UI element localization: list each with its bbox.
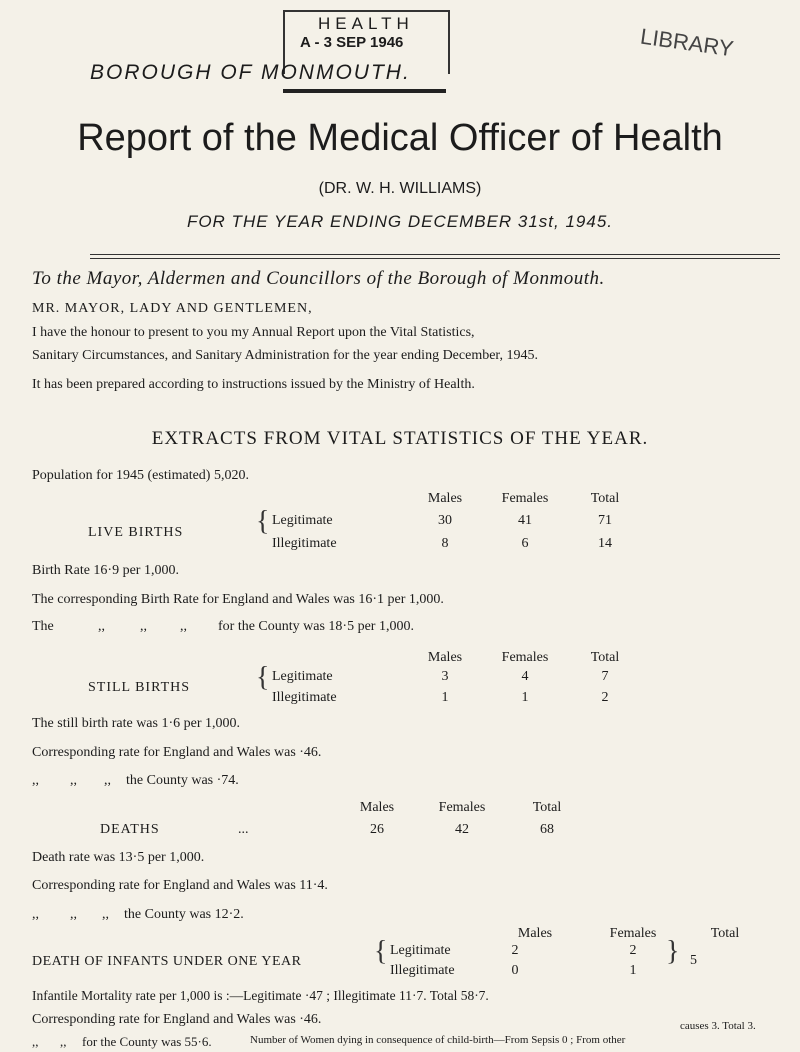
ditto-mark: ,, bbox=[180, 619, 187, 634]
still-legit-label: Legitimate bbox=[272, 669, 333, 684]
birth-rate-county-prefix: The bbox=[32, 619, 54, 634]
infant-deaths-label: DEATH OF INFANTS UNDER ONE YEAR bbox=[32, 954, 302, 969]
still-rate-county: the County was ·74. bbox=[126, 773, 239, 788]
ditto-mark: ,, bbox=[32, 773, 39, 788]
maternal-deaths-b: causes 3. Total 3. bbox=[680, 1020, 756, 1032]
deaths-males: 26 bbox=[370, 822, 384, 837]
leader-dots: ... bbox=[238, 822, 249, 837]
infant-illegit-males: 0 bbox=[511, 963, 519, 978]
col-header-females: Females bbox=[609, 926, 657, 941]
stamp-underline bbox=[283, 89, 446, 93]
col-header-total: Total bbox=[590, 650, 620, 665]
library-stamp: LIBRARY bbox=[638, 23, 736, 62]
birth-rate-county: for the County was 18·5 per 1,000. bbox=[218, 619, 414, 634]
still-birth-rate: The still birth rate was 1·6 per 1,000. bbox=[32, 716, 241, 731]
live-illegit-males: 8 bbox=[441, 536, 449, 551]
brace-icon: { bbox=[374, 936, 388, 967]
paragraph-1b: Sanitary Circumstances, and Sanitary Administration for the year ending December, 1945. bbox=[32, 348, 539, 363]
live-legit-label: Legitimate bbox=[272, 513, 333, 528]
ditto-mark: ,, bbox=[102, 907, 109, 922]
ditto-mark: ,, bbox=[140, 619, 147, 634]
still-legit-males: 3 bbox=[441, 669, 449, 684]
still-illegit-total: 2 bbox=[601, 690, 609, 705]
population-line: Population for 1945 (estimated) 5,020. bbox=[32, 468, 249, 483]
live-legit-total: 71 bbox=[598, 513, 612, 528]
stamp-health-text: HEALTH bbox=[318, 14, 414, 33]
col-header-females: Females bbox=[438, 800, 486, 815]
close-brace-icon: } bbox=[666, 936, 680, 967]
infant-rate-england-wales: Corresponding rate for England and Wales was ·46. bbox=[32, 1012, 322, 1027]
deaths-females: 42 bbox=[455, 822, 469, 837]
still-births-label: STILL BIRTHS bbox=[88, 680, 191, 695]
stamp-date-text: A - 3 SEP 1946 bbox=[300, 34, 404, 51]
deaths-total: 68 bbox=[540, 822, 554, 837]
paragraph-2: It has been prepared according to instructions issued by the Ministry of Health. bbox=[32, 377, 475, 392]
col-header-males: Males bbox=[517, 926, 553, 941]
infant-rate-county: for the County was 55·6. bbox=[82, 1034, 212, 1049]
still-illegit-males: 1 bbox=[441, 690, 449, 705]
officer-name: (DR. W. H. WILLIAMS) bbox=[318, 180, 482, 197]
infant-legit-males: 2 bbox=[511, 943, 519, 958]
divider bbox=[90, 258, 780, 259]
ditto-mark: ,, bbox=[60, 1034, 67, 1049]
still-legit-females: 4 bbox=[521, 669, 529, 684]
report-title: Report of the Medical Officer of Health bbox=[77, 117, 723, 159]
still-legit-total: 7 bbox=[601, 669, 609, 684]
live-illegit-females: 6 bbox=[521, 536, 529, 551]
infant-total: 5 bbox=[690, 953, 697, 968]
ditto-mark: ,, bbox=[32, 907, 39, 922]
ditto-mark: ,, bbox=[70, 907, 77, 922]
birth-rate-england-wales: The corresponding Birth Rate for England and Wales was 16·1 per 1,000. bbox=[32, 592, 444, 607]
col-header-males: Males bbox=[427, 650, 463, 665]
borough-heading: BOROUGH OF MONMOUTH. bbox=[90, 61, 411, 84]
col-header-total: Total bbox=[590, 491, 620, 506]
year-ending: FOR THE YEAR ENDING DECEMBER 31st, 1945. bbox=[186, 212, 614, 231]
live-illegit-total: 14 bbox=[598, 536, 612, 551]
still-illegit-label: Illegitimate bbox=[272, 690, 337, 705]
ditto-mark: ,, bbox=[104, 773, 111, 788]
infant-legit-label: Legitimate bbox=[390, 943, 451, 958]
salutation: MR. MAYOR, LADY AND GENTLEMEN, bbox=[32, 301, 313, 316]
col-header-males: Males bbox=[359, 800, 395, 815]
col-header-males: Males bbox=[427, 491, 463, 506]
deaths-label: DEATHS bbox=[100, 822, 160, 837]
col-header-females: Females bbox=[501, 491, 549, 506]
death-rate: Death rate was 13·5 per 1,000. bbox=[32, 850, 205, 865]
still-rate-england-wales: Corresponding rate for England and Wales was ·46. bbox=[32, 745, 322, 760]
live-illegit-label: Illegitimate bbox=[272, 536, 337, 551]
still-illegit-females: 1 bbox=[521, 690, 529, 705]
brace-icon: { bbox=[256, 506, 270, 537]
col-header-total: Total bbox=[710, 926, 740, 941]
birth-rate: Birth Rate 16·9 per 1,000. bbox=[32, 563, 179, 578]
infant-legit-females: 2 bbox=[629, 943, 637, 958]
paragraph-1a: I have the honour to present to you my Annual Report upon the Vital Statistics, bbox=[32, 325, 475, 340]
death-rate-county: the County was 12·2. bbox=[124, 907, 244, 922]
ditto-mark: ,, bbox=[32, 1034, 39, 1049]
divider bbox=[90, 254, 780, 255]
col-header-females: Females bbox=[501, 650, 549, 665]
col-header-total: Total bbox=[532, 800, 562, 815]
brace-icon: { bbox=[256, 662, 270, 693]
infant-illegit-females: 1 bbox=[629, 963, 637, 978]
live-legit-females: 41 bbox=[518, 513, 532, 528]
live-births-label: LIVE BIRTHS bbox=[88, 525, 184, 540]
extracts-heading: EXTRACTS FROM VITAL STATISTICS OF THE YEAR. bbox=[151, 428, 649, 449]
infant-mortality-rate: Infantile Mortality rate per 1,000 is :—Legitimate ·47 ; Illegitimate 11·7. Total 58·7. bbox=[32, 988, 489, 1003]
live-legit-males: 30 bbox=[438, 513, 452, 528]
maternal-deaths-a: Number of Women dying in consequence of child-birth—From Sepsis 0 ; From other bbox=[250, 1034, 626, 1046]
ditto-mark: ,, bbox=[70, 773, 77, 788]
ditto-mark: ,, bbox=[98, 619, 105, 634]
address-line: To the Mayor, Aldermen and Councillors of the Borough of Monmouth. bbox=[32, 268, 605, 289]
infant-illegit-label: Illegitimate bbox=[390, 963, 455, 978]
death-rate-england-wales: Corresponding rate for England and Wales was 11·4. bbox=[32, 878, 328, 893]
